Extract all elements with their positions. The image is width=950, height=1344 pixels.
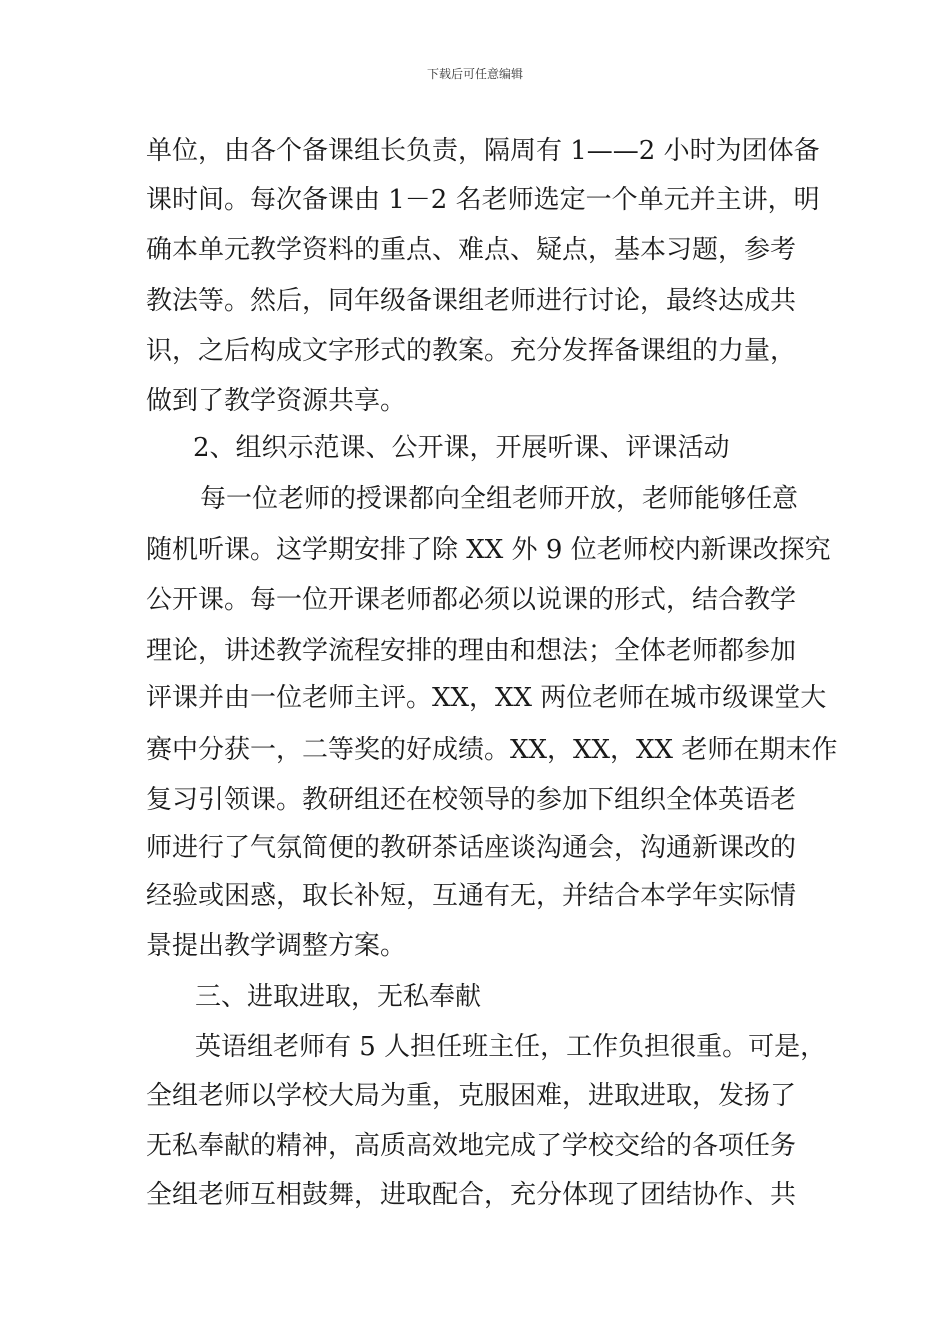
text-line: 英语组老师有 5 人担任班主任，工作负担很重。可是， [195, 1032, 827, 1062]
text-line: 做到了教学资源共享。 [146, 386, 407, 416]
text-line: 确本单元教学资料的重点、难点、疑点，基本习题，参考 [146, 235, 797, 265]
text-line: 景提出教学调整方案。 [146, 931, 407, 961]
text-line: 师进行了气氛简便的教研茶话座谈沟通会，沟通新课改的 [146, 833, 797, 863]
section-heading: 三、进取进取，无私奉献 [195, 982, 482, 1012]
text-line: 全组老师互相鼓舞，进取配合，充分体现了团结协作、共 [146, 1180, 797, 1210]
text-line: 课时间。每次备课由 1－2 名老师选定一个单元并主讲，明 [146, 185, 820, 215]
text-line: 随机听课。这学期安排了除 XX 外 9 位老师校内新课改探究 [146, 535, 831, 565]
text-line: 识，之后构成文字形式的教案。充分发挥备课组的力量， [146, 336, 797, 366]
text-line: 公开课。每一位开课老师都必须以说课的形式，结合教学 [146, 585, 797, 615]
text-line: 无私奉献的精神，高质高效地完成了学校交给的各项任务 [146, 1131, 797, 1161]
text-line: 全组老师以学校大局为重，克服困难，进取进取，发扬了 [146, 1081, 797, 1111]
text-line: 经验或困惑，取长补短，互通有无，并结合本学年实际情 [146, 881, 797, 911]
text-line: 赛中分获一，二等奖的好成绩。XX，XX，XX 老师在期末作 [146, 735, 838, 765]
text-line: 教法等。然后，同年级备课组老师进行讨论，最终达成共 [146, 286, 797, 316]
text-line: 理论，讲述教学流程安排的理由和想法；全体老师都参加 [146, 636, 797, 666]
page-header: 下载后可任意编辑 [426, 67, 523, 81]
text-line: 评课并由一位老师主评。XX，XX 两位老师在城市级课堂大 [146, 683, 827, 713]
text-line: 每一位老师的授课都向全组老师开放，老师能够任意 [200, 484, 799, 514]
section-heading: 2、组织示范课、公开课，开展听课、评课活动 [193, 433, 730, 463]
text-line: 复习引领课。教研组还在校领导的参加下组织全体英语老 [146, 785, 797, 815]
text-line: 单位，由各个备课组长负责，隔周有 1——2 小时为团体备 [146, 136, 820, 166]
